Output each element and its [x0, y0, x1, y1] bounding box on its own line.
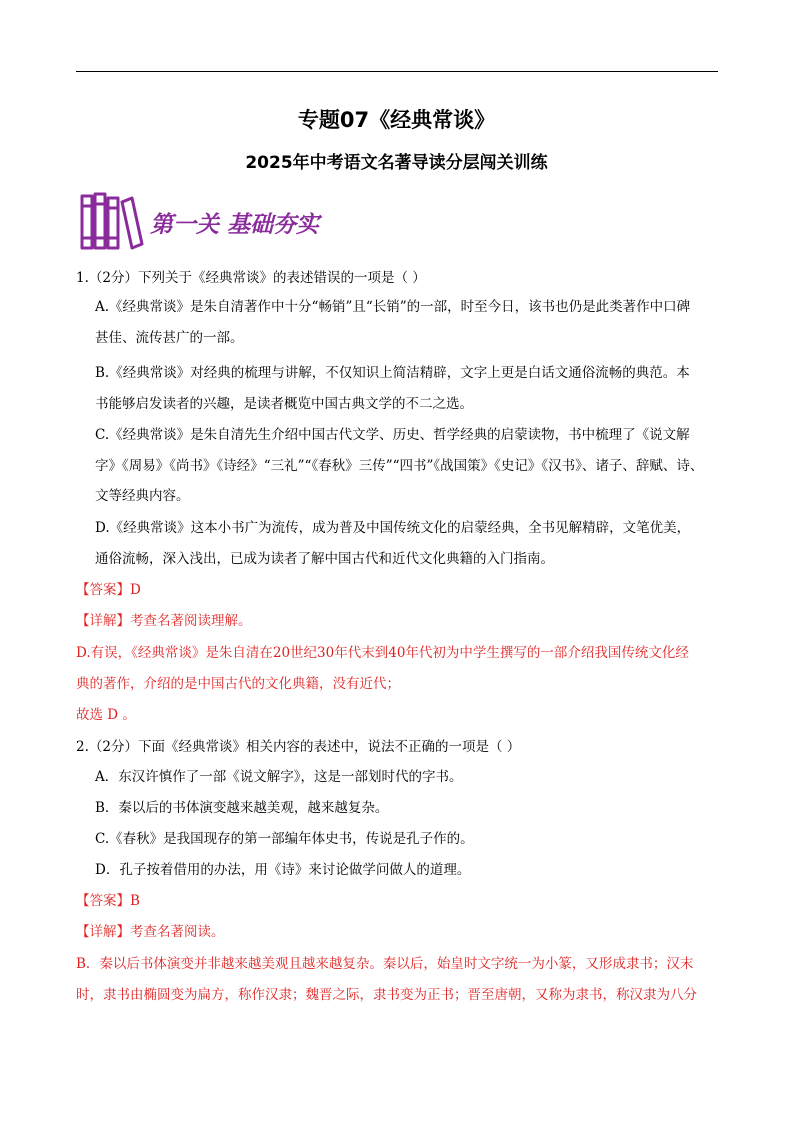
q1-option-d-line1: D.《经典常谈》这本小书广为流传，成为普及中国传统文化的启蒙经典，全书见解精辟，文笔优美，	[95, 520, 691, 536]
q2-stem: 2.（2分）下面《经典常谈》相关内容的表述中，说法不正确的一项是（ ）	[76, 739, 521, 755]
q1-explanation-line1: D.有误，《经典常谈》是朱自清在20世纪30年代末到40年代初为中学生撰写的一部介绍我国传统文化经	[76, 645, 689, 661]
q2-option-d: D．孔子按着借用的办法，用《诗》来讨论做学问做人的道理。	[95, 862, 471, 878]
q1-answer: 【答案】D	[76, 582, 141, 598]
q2-detail: 【详解】考查名著阅读。	[76, 924, 225, 940]
q2-option-c: C.《春秋》是我国现存的第一部编年体史书，传说是孔子作的。	[95, 831, 474, 847]
q1-detail: 【详解】考查名著阅读理解。	[76, 613, 252, 629]
q1-option-c-line2: 字》《周易》《尚书》《诗经》“三礼”“《春秋》三传”“四书”《战国策》《史记》《汉书》、诸子、辞赋、诗、	[95, 458, 704, 474]
q2-answer: 【答案】B	[76, 893, 140, 909]
q2-explanation-line2: 时，隶书由椭圆变为扁方，称作汉隶；魏晋之际，隶书变为正书；晋至唐朝，又称为隶书，称汉隶为八分	[76, 987, 697, 1003]
q1-explanation-line2: 典的著作，介绍的是中国古代的文化典籍，没有近代；	[76, 676, 400, 692]
q2-explanation-line1: B．秦以后书体演变并非越来越美观且越来越复杂。秦以后，始皇时文字统一为小篆，又形成隶书；汉末	[76, 956, 694, 972]
q1-pick: 故选 D 。	[76, 707, 136, 723]
q1-option-c-line1: C.《经典常谈》是朱自清先生介绍中国古代文学、历史、哲学经典的启蒙读物，书中梳理了《说文解	[95, 427, 690, 443]
header-rule	[76, 71, 718, 72]
q1-option-c-line3: 文等经典内容。	[95, 488, 190, 504]
document-subtitle: 2025年中考语文名著导读分层闯关训练	[245, 153, 548, 173]
banner-label: 第一关 基础夯实	[150, 212, 320, 238]
q1-stem: 1.（2分）下列关于《经典常谈》的表述错误的一项是（ ）	[76, 270, 426, 286]
books-icon	[78, 188, 378, 252]
q2-option-a: A．东汉许慎作了一部《说文解字》，这是一部划时代的字书。	[95, 769, 463, 785]
q1-option-a-line1: A.《经典常谈》是朱自清著作中十分“畅销”且“长销”的一部，时至今日，该书也仍是此类著作中口碑	[95, 299, 691, 315]
q1-option-b-line2: 书能够启发读者的兴趣，是读者概览中国古典文学的不二之选。	[95, 396, 473, 412]
document-title: 专题07《经典常谈》	[297, 108, 496, 132]
q1-option-b-line1: B.《经典常谈》对经典的梳理与讲解，不仅知识上简洁精辟，文字上更是白话文通俗流畅的典范。本	[95, 365, 690, 381]
q1-option-d-line2: 通俗流畅，深入浅出，已成为读者了解中国古代和近代文化典籍的入门指南。	[95, 551, 554, 567]
q1-option-a-line2: 甚佳、流传甚广的一部。	[95, 330, 244, 346]
q2-option-b: B．秦以后的书体演变越来越美观，越来越复杂。	[95, 800, 389, 816]
section-banner	[78, 188, 378, 256]
